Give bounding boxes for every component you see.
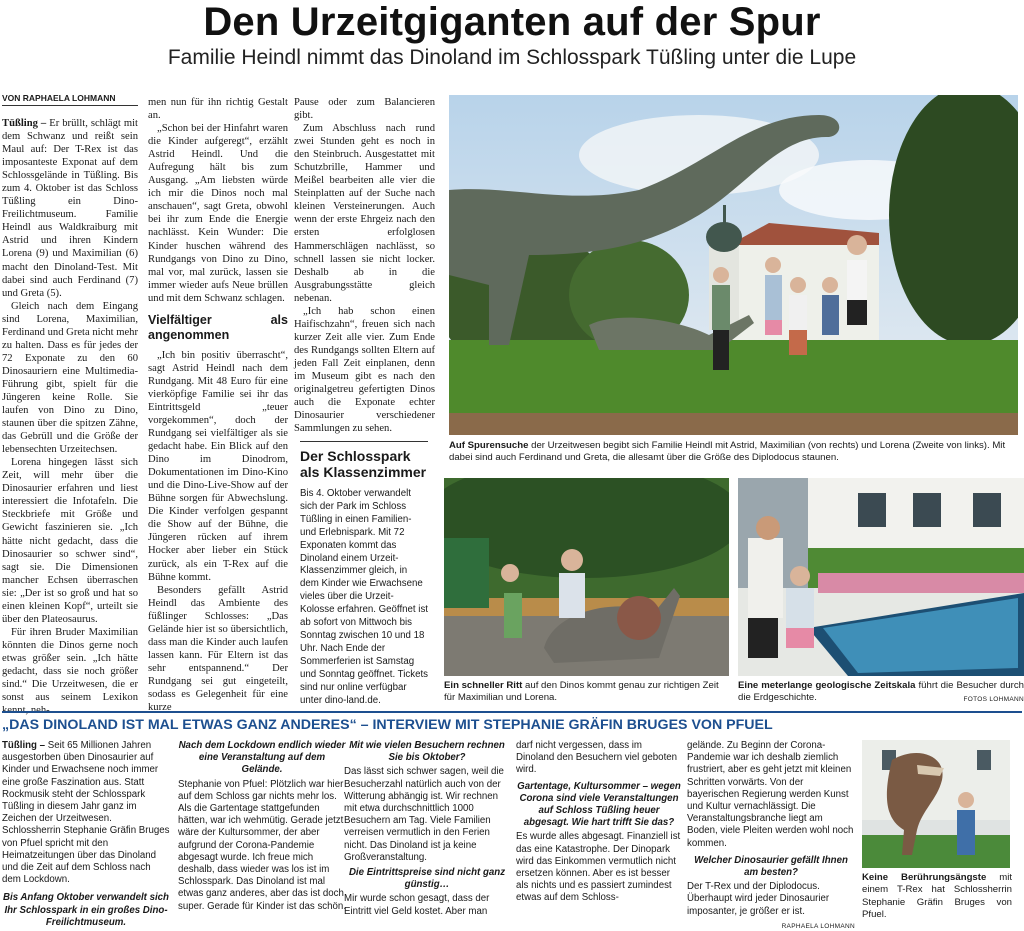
main-photo [449, 95, 1018, 435]
caption-text: führt die Besucher durch die Erdgeschichte. [738, 680, 1024, 704]
ride-photo [444, 478, 729, 676]
article-column-2 [148, 96, 288, 714]
question: Gartentage, Kultursommer – wegen Corona sind viele Veranstaltungen auf Schloss Tüßling heuer abgesagt. Wie hart trifft Sie das? [517, 780, 681, 829]
answer: Stephanie von Pfuel: Plötzlich war hier auf dem Schloss gar nichts mehr los. Als die Gartentage stattgefunden hätten, war ich wehmütig. Gerade jetzt wäre der Kultursommer, der aber aufgrund der Corona-Pandemie abgesagt wurde. Ich freue mich deshalb, dass wieder was los ist im Schlosspark. Das Dinoland ist mal etwas ganz anderes, aber das ist doch super. Gerade für Kinder ist das schön. [178, 778, 347, 912]
question: Nach dem Lockdown endlich wieder eine Veranstaltung auf dem Gelände. [178, 740, 346, 776]
interview-byline: RAPHAELA LOHMANN [781, 922, 855, 930]
question: Mit wie vielen Besuchern rechnen Sie bis Oktober? [349, 740, 505, 764]
paragraph: Zum Abschluss nach rund zwei Stunden geht es noch in den Steinbruch. Ausgestattet mit Schutzbrille, Hammer und Meißel bearbeiten alle vier die Steinplatten auf der Suche nach kleinen Versteinerungen. Auch wenn der erste Ehrgeiz nach den ersten erfolglosen Hammerschlägen nachlässt, so schnell lassen sie nicht locker. Deshalb ab in die Ausgrabungsstätte gleich nebenan. [294, 123, 435, 304]
paragraph: Pause oder zum Balancieren gibt. [294, 97, 435, 122]
paragraph: Seit 65 Millionen Jahren ausgestorben üben Dinosaurier auf Kinder und Erwachsene noch immer eine große Faszination aus. Statt Rockmusik steht der Schlosspark Tüßling in diesem Jahr ganz im Zeichen der Urzeitwesen. Schlossherrin Stephanie Gräfin Bruges von Pfuel spricht mit den Heimatzeitungen über das Dinoland und die Zeit auf dem Schloss nach dem Lockdown. [2, 740, 170, 886]
section-subhead: Vielfältiger als angenommen [148, 312, 288, 342]
question: Welcher Dinosaurier gefällt Ihnen am besten? [694, 854, 848, 879]
caption-lead: Ein schneller Ritt [444, 680, 523, 691]
paragraph: „Ich bin positiv überrascht“, sagt Astrid Heindl nach dem Rundgang. Mit 48 Euro für eine vierköpfige Familie sei ihr das Eintrittsgeld „teuer vorgekommen“, doch der Rundgang sei vielfältiger als sie gedacht habe. Ein Blick auf den Dino im Dinodrom, Dokumentationen im Dino-Kino und die Dino-Live-Show auf der Bühne sorgen für Abwechslung. Die Kinder verfolgen gespannt die Show auf der Bühne, die Jüngeren rücken auf ihrem Hocker aber lieber ein Stück zurück, als ein T-Rex auf die Bühne kommt. [148, 349, 288, 583]
caption-text: auf den Dinos kommt genau zur richtigen Zeit für Maximilian und Lorena. [444, 680, 719, 704]
paragraph: „Ich hab schon einen Haifischzahn“, freuen sich nach kurzer Zeit alle vier. Zum Ende des Rundgangs sollten Eltern auf jeden Fall Zeit einplanen, denn im Museum gibt es nach den originalgetreu gefertigten Dinos auch die Exponate echter Dinosaurier verschiedener Sammlungen zu sehen. [294, 305, 435, 435]
caption-lead: Auf Spurensuche [449, 440, 529, 451]
interview-column-3 [344, 740, 510, 918]
question: Die Eintrittspreise sind nicht ganz günstig… [348, 867, 506, 891]
headline: Den Urzeitgiganten auf der Spur [203, 0, 821, 44]
caption-text: der Urzeitwesen begibt sich Familie Heindl mit Astrid, Maximilian (von rechts) und Lorena (Zweite von links). Mit dabei sind auch Ferdinand und Greta, die allesamt über die Größe des Diplodocus staunen. [449, 440, 1006, 464]
caption-lead: Keine Berührungsängste [862, 872, 987, 883]
caption-text: mit einem T-Rex hat Schlossherrin Stephanie Gräfin Bruges von Pfuel. [862, 872, 1012, 920]
caption-lead: Eine meterlange geologische Zeitskala [738, 680, 916, 691]
paragraph: Gleich nach dem Eingang sind Lorena, Maximilian, Ferdinand und Greta nicht mehr zu halten. Dass es für jedes der 72 Exponate zu den 60 Dinosauriern eine Multimedia-Führung gibt, spielt für die Jüngeren keine Rolle. Sie laufen von Dino zu Dino, staunen über die spitzen Zähne, das Gebrüll und die Größe der lebensechten Urzeitechsen. [2, 300, 138, 456]
paragraph: Für ihren Bruder Maximilian könnten die Dinos gerne noch etwas größer sein. „Ich hätte gedacht, dass sie noch größer sind.“ Die Urzeitwesen, die er sonst aus seinem Lexikon kennt, neh- [2, 626, 138, 717]
answer: darf nicht vergessen, dass im Dinoland den Besuchern viel geboten wird. [516, 740, 678, 776]
interview-title: „DAS DINOLAND IST MAL ETWAS GANZ ANDERES“ – INTERVIEW MIT STEPHANIE GRÄFIN BRUGES VON PFUEL [2, 711, 1022, 733]
trex-photo [862, 740, 1010, 868]
byline: VON RAPHAELA LOHMANN [2, 93, 138, 106]
geological-timeline-image [738, 478, 1024, 676]
answer: Der T-Rex und der Diplodocus. Überhaupt wird jeder Dinosaurier imposanter, je größer er ist. [687, 881, 830, 917]
infobox [300, 441, 428, 707]
photo-credit: FOTOS LOHMANN [963, 696, 1024, 703]
paragraph: Besonders gefällt Astrid Heindl das Ambiente des füßlinger Schlosses: „Das Gelände hier ist so übersichtlich, dass man die Kinder auch laufen lassen kann. Für Eltern ist das sehr entspannend.“ Der Rundgang sei gut eingeteilt, sodass es Gelegenheit für eine kurze [148, 584, 288, 714]
trex-photo-caption [862, 872, 1012, 921]
paragraph: men nun für ihn richtig Gestalt an. [148, 97, 288, 122]
paragraph: „Schon bei der Hinfahrt waren die Kinder aufgeregt“, erzählt Astrid Heindl. Und die Aufregung hält bis zum Ausgang. „Am liebsten würde ich mir die Dinos noch mal anschauen“, sagt Greta, obwohl bei ihr zum Ende die Energie nachlässt. Kein Wunder: Die Kinder huschen während des Rundgangs von Dino zu Dino, mal vor, mal zurück, lassen sie immer wieder aufs Neue brüllen und mit dem Schwanz schlagen. [148, 123, 288, 304]
interview-column-2 [178, 740, 346, 913]
family-diplodocus-image [449, 95, 1018, 435]
interview-column-1 [2, 740, 170, 931]
question: Bis Anfang Oktober verwandelt sich Ihr Schlosspark in ein großes Dino-Freilichtmuseum. [3, 892, 169, 928]
infobox-title: Der Schlosspark als Klassenzimmer [300, 441, 428, 480]
infobox-text: Bis 4. Oktober verwandelt sich der Park im Schloss Tüßling in einen Familien- und Erlebnispark. Mit 72 Exponaten kommt das Dinoland einem Urzeit-Klassenzimmer gleich, in dem Kinder wie Erwachsene vieles über die Urzeit-Kolosse erfahren. Geöffnet ist ab sofort von Mittwoch bis Sonntag zwischen 10 und 18 Uhr. Nach Ende der Sommerferien ist Samstag und Sonntag geöffnet. Tickets sind nur online verfügbar unter dino-land.de. [300, 488, 429, 706]
dateline: Tüßling – [2, 740, 46, 751]
paragraph: Lorena hingegen lässt sich Zeit, will mehr über die Dinosaurier erfahren und liest interessiert die Infotafeln. Die Steckbriefe mit Größe und Gewicht faszinieren sie. „Ich hätte nicht gedacht, dass die Dinosaurier so schwer sind“, sagt sie. Die Dimensionen mancher Echsen überraschen sie: „Der ist so groß und hat so einen kleinen Kopf“, urteilt sie über den Plateosaurus. [2, 457, 138, 625]
timeline-photo [738, 478, 1024, 676]
article-column-1 [2, 117, 138, 717]
main-photo-caption [449, 440, 1018, 465]
answer: Es wurde alles abgesagt. Finanziell ist das eine Katastrophe. Der Dinopark wird das Einkommen vermutlich nicht ersetzen können. Aber es ist besser als nichts und es passiert zumindest etwas auf dem Schloss- [516, 831, 681, 904]
paragraph: Er brüllt, schlägt mit dem Schwanz und reißt sein Maul auf: Der T-Rex ist das imposanteste Exponat auf dem Schlossgelände in Tüßling. Bis zum 4. Oktober ist das Schloss Tüßling ein Dino-Freilichtmuseum. Familie Heindl aus Waldkraiburg mit Astrid und ihren Kindern Lorena (9) und Maximilian (6) macht den Dinoland-Test. Mit dabei sind auch Ferdinand (7) und Greta (5). [2, 118, 138, 299]
subheadline: Familie Heindl nimmt das Dinoland im Schlosspark Tüßling unter die Lupe [167, 46, 857, 69]
answer: gelände. Zu Beginn der Corona-Pandemie war ich deshalb ziemlich frustriert, aber es geht jetzt mit kleinen Schritten vorwärts. Von der bayerischen Regierung werden Kunst und Kultur vernachlässigt. Die Veranstaltungsbranche liegt am Boden, viele Pleiten werden wohl noch kommen. [687, 740, 854, 849]
answer: Mir wurde schon gesagt, dass der Eintritt viel Geld kostet. Aber man [344, 893, 490, 917]
interview-column-4 [516, 740, 682, 905]
dino-ride-image [444, 478, 729, 676]
article-column-3 [294, 96, 435, 435]
trex-owner-image [862, 740, 1010, 868]
answer: Das lässt sich schwer sagen, weil die Besucherzahl natürlich auch von der Witterung abhängig ist. Wir rechnen mit etwa durchschnittlich 1000 Besuchern am Tag. Viele Familien verreisen vermutlich in den Ferien nicht. Das Dinoland ist ja keine Großveranstaltung. [344, 766, 504, 863]
ride-photo-caption [444, 680, 729, 705]
dateline: Tüßling – [2, 118, 47, 129]
interview-column-5 [687, 740, 855, 931]
